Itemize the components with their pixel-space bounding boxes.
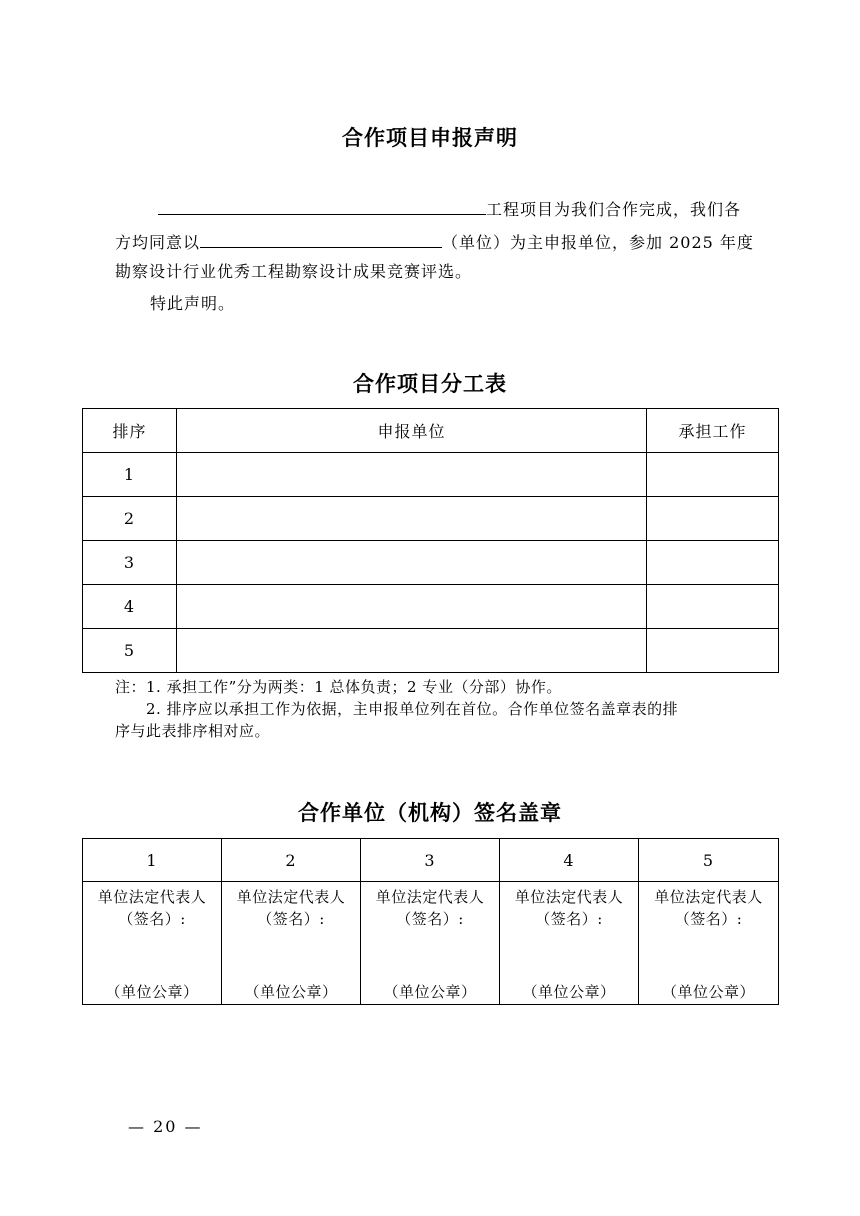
signature-cell[interactable] <box>361 882 500 1005</box>
signature-cell[interactable] <box>222 882 361 1005</box>
unit-seal-label: （单位公章） <box>522 983 616 1001</box>
header-unit: 申报单位 <box>177 409 647 453</box>
note-2-line-2: 序与此表排序相对应。 <box>115 722 271 740</box>
header-order: 排序 <box>83 409 177 453</box>
signature-label: （签名）: <box>257 910 325 928</box>
signature-label: （签名）: <box>674 910 743 928</box>
row-unit-cell[interactable] <box>177 629 647 673</box>
division-table-title: 合作项目分工表 <box>353 372 507 396</box>
declaration-line-3: 勘察设计行业优秀工程勘察设计成果竞赛评选。 <box>115 262 473 281</box>
column-number: 1 <box>83 839 222 882</box>
signature-row <box>83 882 779 1005</box>
main-unit-blank[interactable] <box>200 230 442 248</box>
declaration-line-2-suffix: （单位）为主申报单位，参加 2025 年度 <box>442 233 754 252</box>
signature-cell[interactable] <box>500 882 639 1005</box>
table-row <box>83 629 779 673</box>
row-unit-cell[interactable] <box>177 585 647 629</box>
row-work-cell[interactable] <box>647 629 779 673</box>
legal-representative-label: 单位法定代表人 <box>514 888 624 906</box>
signature-table <box>82 838 779 1005</box>
declaration-title: 合作项目申报声明 <box>342 126 518 150</box>
table-row <box>83 585 779 629</box>
division-table <box>82 408 779 673</box>
unit-seal-label: （单位公章） <box>244 983 338 1001</box>
row-work-cell[interactable] <box>647 453 779 497</box>
column-number: 4 <box>500 839 639 882</box>
column-number: 2 <box>222 839 361 882</box>
row-order: 4 <box>83 585 177 629</box>
column-number: 5 <box>639 839 779 882</box>
project-name-blank[interactable] <box>158 197 486 215</box>
note-1: 注：1. 承担工作”分为两类：1 总体负责；2 专业（分部）协作。 <box>115 678 562 696</box>
column-number: 3 <box>361 839 500 882</box>
signature-cell[interactable] <box>83 882 222 1005</box>
declaration-line-2 <box>115 230 754 253</box>
unit-seal-label: （单位公章） <box>383 983 477 1001</box>
declaration-line-2-prefix: 方均同意以 <box>115 233 201 252</box>
row-work-cell[interactable] <box>647 497 779 541</box>
row-unit-cell[interactable] <box>177 541 647 585</box>
row-unit-cell[interactable] <box>177 453 647 497</box>
table-row <box>83 497 779 541</box>
row-unit-cell[interactable] <box>177 497 647 541</box>
signature-cell[interactable] <box>639 882 779 1005</box>
legal-representative-label: 单位法定代表人 <box>97 888 207 906</box>
table-row <box>83 453 779 497</box>
signature-table-title: 合作单位（机构）签名盖章 <box>298 801 562 825</box>
legal-representative-label: 单位法定代表人 <box>654 888 763 906</box>
declaration-line-1-text: 工程项目为我们合作完成，我们各 <box>486 200 742 219</box>
legal-representative-label: 单位法定代表人 <box>375 888 485 906</box>
division-table-header <box>83 409 779 453</box>
signature-label: （签名）: <box>535 910 603 928</box>
unit-seal-label: （单位公章） <box>105 983 199 1001</box>
signature-label: （签名）: <box>396 910 464 928</box>
signature-number-row <box>83 839 779 882</box>
declaration-closing: 特此声明。 <box>150 294 236 313</box>
signature-label: （签名）: <box>118 910 186 928</box>
page-number: — 20 — <box>128 1117 203 1136</box>
legal-representative-label: 单位法定代表人 <box>236 888 346 906</box>
row-order: 1 <box>83 453 177 497</box>
table-row <box>83 541 779 585</box>
header-work: 承担工作 <box>647 409 779 453</box>
row-work-cell[interactable] <box>647 541 779 585</box>
declaration-line-1 <box>158 197 741 220</box>
row-order: 5 <box>83 629 177 673</box>
note-2-line-1: 2. 排序应以承担工作为依据，主申报单位列在首位。合作单位签名盖章表的排 <box>146 700 679 718</box>
unit-seal-label: （单位公章） <box>661 983 755 1001</box>
row-order: 3 <box>83 541 177 585</box>
row-order: 2 <box>83 497 177 541</box>
row-work-cell[interactable] <box>647 585 779 629</box>
